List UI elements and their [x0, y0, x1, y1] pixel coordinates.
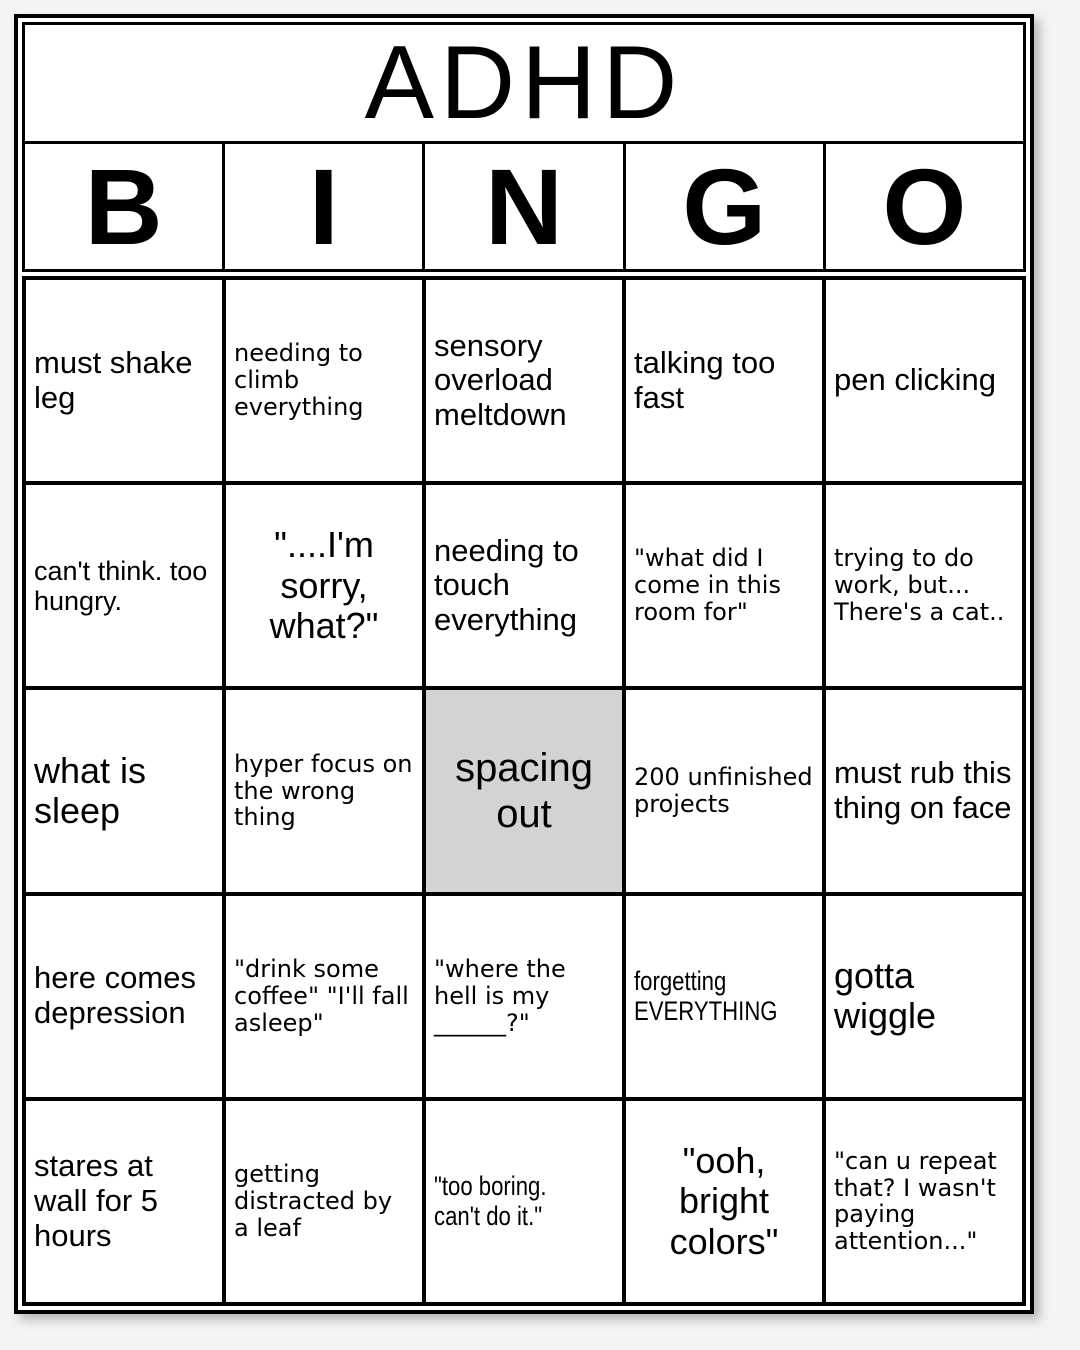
bingo-square[interactable] — [626, 896, 826, 1101]
bingo-header-cell-o — [826, 144, 1023, 269]
bingo-square-text: "where the hell is my ______?" — [434, 954, 566, 1037]
bingo-square[interactable] — [26, 485, 226, 690]
bingo-square-text: stares at wall for 5 hours — [34, 1148, 159, 1253]
bingo-square-text: "can u repeat that? I wasn't paying attention..." — [834, 1146, 997, 1256]
bingo-square[interactable] — [626, 485, 826, 690]
bingo-square-text: what is sleep — [34, 749, 147, 831]
bingo-letter: B — [84, 145, 163, 267]
bingo-square-text: "too boring. can't do it." — [434, 1171, 547, 1232]
bingo-square[interactable] — [26, 896, 226, 1101]
bingo-square-text: needing to touch everything — [434, 532, 579, 638]
bingo-square[interactable] — [626, 280, 826, 485]
bingo-square[interactable] — [226, 896, 426, 1101]
bingo-letter: G — [682, 145, 767, 267]
bingo-square-text: must rub this thing on face — [834, 755, 1012, 825]
bingo-square[interactable] — [826, 485, 1026, 690]
bingo-square-text: gotta wiggle — [834, 954, 937, 1037]
bingo-square[interactable] — [26, 1101, 226, 1306]
bingo-square-text: "....I'm sorry, what?" — [269, 524, 379, 646]
bingo-square-text: must shake leg — [34, 344, 193, 415]
bingo-square[interactable] — [826, 690, 1026, 895]
bingo-header-row — [22, 144, 1026, 272]
bingo-square[interactable] — [826, 896, 1026, 1101]
bingo-square-text: talking too fast — [634, 344, 776, 415]
bingo-letter: O — [882, 145, 967, 267]
bingo-square[interactable] — [426, 1101, 626, 1306]
card-title-row — [22, 22, 1026, 144]
page-title: ADHD — [364, 25, 684, 141]
bingo-header-cell-i — [225, 144, 425, 269]
bingo-square-text: trying to do work, but... There's a cat.. — [834, 544, 1005, 627]
bingo-square[interactable] — [626, 690, 826, 895]
bingo-square-text: can't think. too hungry. — [34, 555, 208, 616]
bingo-square-text: here comes depression — [34, 960, 196, 1031]
bingo-letter: N — [485, 145, 563, 267]
bingo-square[interactable] — [226, 485, 426, 690]
bingo-header-cell-b — [25, 144, 225, 269]
bingo-square[interactable] — [26, 690, 226, 895]
bingo-square-text: needing to climb everything — [234, 339, 364, 422]
bingo-square-text: getting distracted by a leaf — [234, 1160, 393, 1242]
bingo-grid — [22, 276, 1026, 1306]
bingo-letter: I — [308, 145, 339, 267]
bingo-square[interactable] — [826, 1101, 1026, 1306]
bingo-square-text: "ooh, bright colors" — [669, 1139, 779, 1262]
bingo-card — [14, 14, 1034, 1314]
bingo-square-text: forgetting EVERYTHING — [634, 965, 778, 1027]
bingo-square[interactable] — [226, 1101, 426, 1306]
bingo-header-cell-n — [425, 144, 625, 269]
bingo-square[interactable] — [226, 280, 426, 485]
bingo-square[interactable] — [626, 1101, 826, 1306]
bingo-square-text: hyper focus on the wrong thing — [234, 749, 413, 832]
bingo-square[interactable] — [26, 280, 226, 485]
bingo-square-free[interactable] — [426, 690, 626, 895]
bingo-square[interactable] — [826, 280, 1026, 485]
bingo-square-text: "what did I come in this room for" — [634, 544, 781, 627]
bingo-header-cell-g — [626, 144, 826, 269]
bingo-square-text: spacing out — [455, 745, 593, 836]
bingo-square-text: 200 unfinished projects — [634, 763, 813, 818]
bingo-square[interactable] — [426, 896, 626, 1101]
bingo-square-text: "drink some coffee" "I'll fall asleep" — [234, 954, 409, 1037]
bingo-square-text: sensory overload meltdown — [434, 327, 567, 432]
bingo-square-text: pen clicking — [834, 362, 996, 398]
bingo-square[interactable] — [426, 280, 626, 485]
bingo-square[interactable] — [226, 690, 426, 895]
bingo-square[interactable] — [426, 485, 626, 690]
